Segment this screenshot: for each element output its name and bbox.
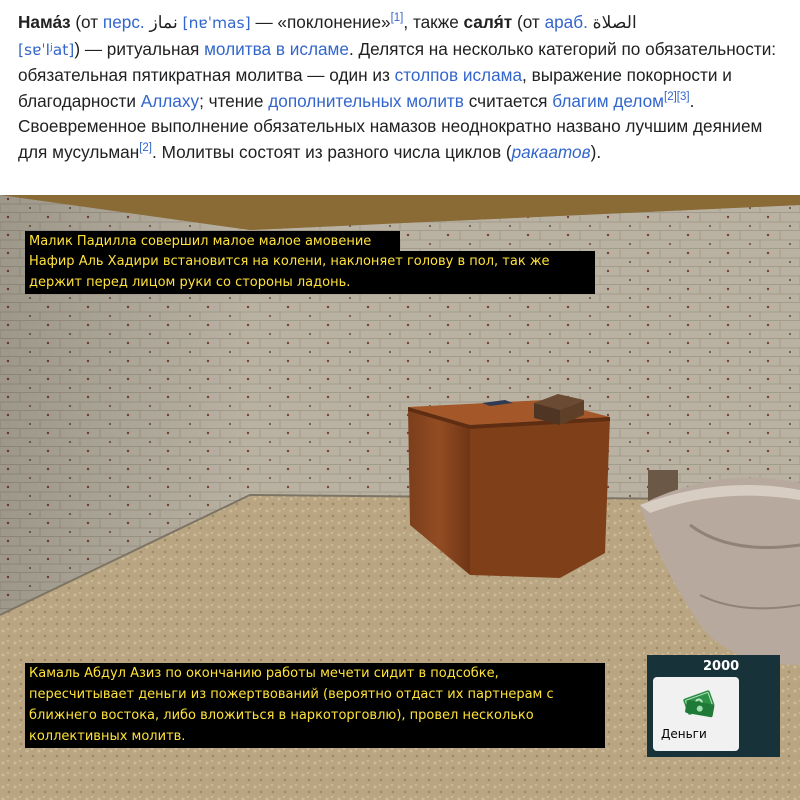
text-fragment: ; чтение — [199, 90, 269, 111]
money-icon — [681, 685, 717, 721]
text-fragment: считается — [463, 90, 553, 111]
term-namaz: Нама́з — [18, 12, 71, 32]
link-pillars-of-islam[interactable]: столпов ислама — [394, 65, 523, 86]
subtitle-line-3: Камаль Абдул Азиз по окончанию работы мечети сидит в подсобке, пересчитывает деньги из пожертвований (вероятно отдаст их партнерам с ближнего востока, либо вложиться в наркоторговлю), провел несколько коллективных молитв. — [25, 663, 605, 748]
text-fragment: ) — ритуальная — [74, 38, 205, 59]
text-fragment: (от — [70, 12, 103, 32]
text-fragment: . Своевременное выполнение обязательных намазов неоднократно названо лучшим деянием для мусульман — [18, 90, 763, 162]
link-additional-prayers[interactable]: дополнительных молитв — [268, 90, 464, 111]
inventory-item-card[interactable] — [653, 677, 739, 751]
ref-2-3[interactable]: [2][3] — [664, 90, 690, 103]
persian-word: نماز — [144, 12, 183, 32]
text-fragment: . Делятся на несколько категорий по обязательности: обязательная пятикратная молитва — один из — [18, 38, 777, 86]
link-good-deed[interactable]: благим делом — [552, 90, 664, 111]
link-rakaat[interactable]: ракаатов — [511, 141, 591, 162]
ipa-namaz[interactable]: [nɐˈmas] — [182, 14, 251, 32]
link-persian[interactable]: перс. — [102, 12, 145, 32]
ref-2[interactable]: [2] — [139, 141, 153, 154]
text-fragment: , также — [403, 12, 464, 32]
subtitle-line-2: Нафир Аль Хадири встановится на колени, наклоняет голову в пол, так же держит перед лицом руки со стороны ладонь. — [25, 251, 595, 294]
wiki-article-excerpt — [0, 0, 800, 195]
text-fragment: ). — [590, 141, 602, 162]
text-fragment: , выражение покорности и благодарности — [18, 65, 732, 111]
term-salyat: саля́т — [463, 12, 513, 32]
link-prayer-in-islam[interactable]: молитва в исламе — [204, 38, 349, 59]
item-count: 2000 — [703, 659, 740, 674]
ipa-salyat[interactable]: [sɐˈlʲat] — [18, 40, 75, 59]
subtitle-line-1: Малик Падилла совершил малое малое амовение — [25, 231, 400, 251]
text-fragment: — «поклонение» — [250, 12, 391, 32]
text-fragment: (от — [512, 12, 545, 32]
arabic-word: الصلاة — [587, 12, 637, 32]
link-allah[interactable]: Аллаху — [140, 90, 200, 111]
inventory-slot[interactable] — [647, 655, 780, 757]
ref-1[interactable]: [1] — [390, 12, 404, 24]
text-fragment: . Молитвы состоят из разного числа циклов ( — [152, 141, 512, 162]
link-arabic[interactable]: араб. — [544, 12, 588, 32]
item-label: Деньги — [661, 727, 707, 741]
